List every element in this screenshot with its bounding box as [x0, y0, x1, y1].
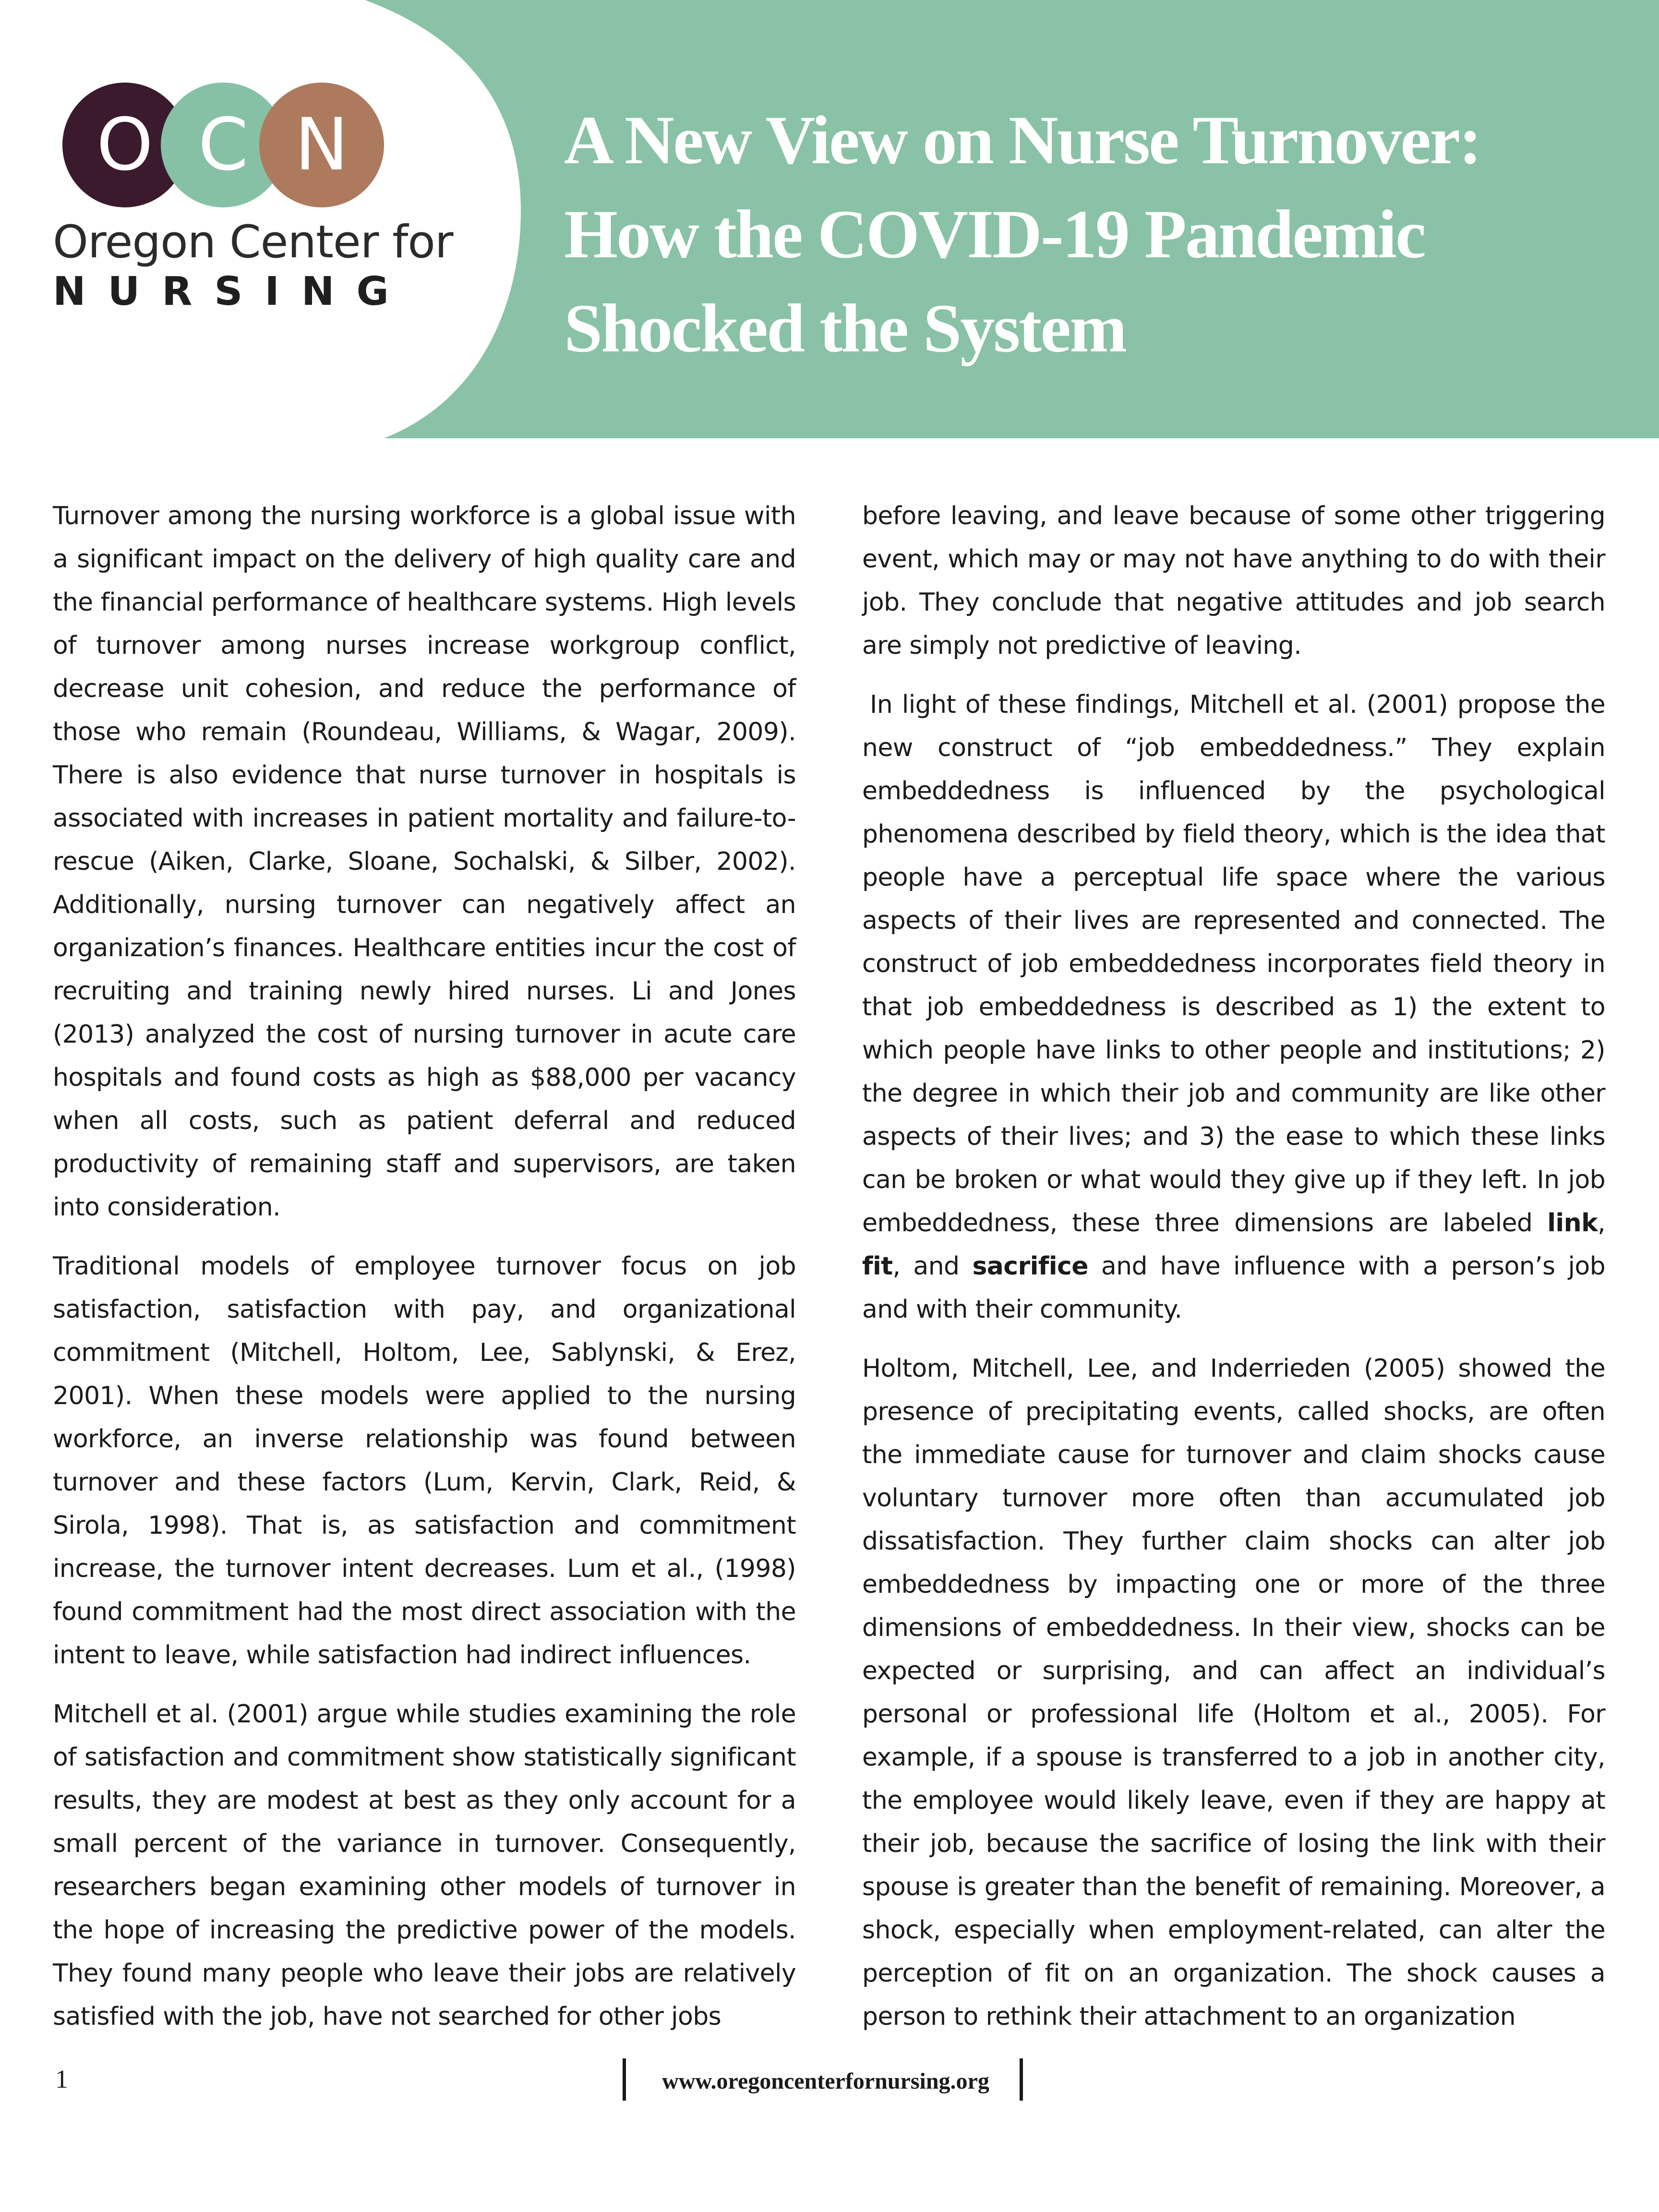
footer-divider-right — [1020, 2058, 1023, 2101]
logo-org-subname: NURSING — [53, 269, 411, 314]
right-paragraph-2 — [862, 683, 1605, 1331]
logo-org-name: Oregon Center for — [53, 216, 453, 268]
title-line-3: Shocked the System — [564, 290, 1126, 367]
paragraph-2-intro: In light of these findings, Mitchell et al. (2001) propose the new construct of “job embeddedness.” They explain embeddedness is influenced by the psychological phenomena described by field theory, which is the idea that people have a perceptual life space where the various aspects of their lives are represented and connected. The construct of job embeddedness incorporates field theory in that job embeddedness is described as 1) the extent to which people have links to other people and institutions; 2) the degree in which their job and community are like other aspects of their lives; and 3) the ease to which these links can be broken or what would they give up if they left. In job embeddedness, these three dimensions are labeled — [862, 690, 1605, 1238]
title-line-2: How the COVID-19 Pandemic — [564, 196, 1425, 273]
left-paragraph-1: Turnover among the nursing workforce is a global issue with a significant impact on the delivery of high quality care and the financial performance of healthcare systems. High levels of turnover among nurses increase workgroup conflict, decrease unit cohesion, and reduce the performance of those who remain (Roundeau, Williams, & Wagar, 2009). There is also evidence that nurse turnover in hospitals is associated with increases in patient mortality and failure-to-rescue (Aiken, Clarke, Sloane, Sochalski, & Silber, 2002). Additionally, nursing turnover can negatively affect an organization’s finances. Healthcare entities incur the cost of recruiting and training newly hired nurses. Li and Jones (2013) analyzed the cost of nursing turnover in acute care hospitals and found costs as high as $88,000 per vacancy when all costs, such as patient deferral and reduced productivity of remaining staff and supervisors, are taken into consideration. — [53, 502, 796, 1222]
term-fit: fit — [862, 1252, 893, 1281]
footer-website-url[interactable]: www.oregoncenterfornursing.org — [662, 2068, 989, 2094]
left-paragraph-3: Mitchell et al. (2001) argue while studies examining the role of satisfaction and commitment show statistically significant results, they are modest at best as they only account for a small percent of the variance in turnover. Consequently, researchers began examining other models of turnover in the hope of increasing the predictive power of the models. They found many people who leave their jobs are relatively satisfied with the job, have not searched for other jobs — [53, 1700, 796, 2031]
logo-circle-n: N — [259, 83, 384, 207]
paragraph-2-end: and have influence with a person’s job and with their community. — [862, 1252, 1605, 1324]
left-paragraph-2: Traditional models of employee turnover focus on job satisfaction, satisfaction with pay, and organizational commitment (Mitchell, Holtom, Lee, Sablynski, & Erez, 2001). When these models were applied to the nursing workforce, an inverse relationship was found between turnover and these factors (Lum, Kervin, Clark, Reid, & Sirola, 1998). That is, as satisfaction and commitment increase, the turnover intent decreases. Lum et al., (1998) found commitment had the most direct association with the intent to leave, while satisfaction had indirect influences. — [53, 1252, 796, 1670]
ocn-logo — [53, 72, 453, 322]
right-paragraph-1: before leaving, and leave because of some other triggering event, which may or may not have anything to do with their job. They conclude that negative attitudes and job search are simply not predictive of leaving. — [862, 502, 1605, 660]
term-link: link — [1547, 1209, 1598, 1238]
separator-1: , — [1598, 1209, 1605, 1238]
right-column — [862, 494, 1605, 2054]
left-column — [53, 494, 796, 2054]
logo-circle-o: O — [62, 83, 187, 207]
page-title — [564, 94, 1620, 376]
separator-2: , and — [892, 1252, 960, 1281]
page-number: 1 — [55, 2065, 68, 2093]
logo-circle-c: C — [161, 83, 286, 207]
right-paragraph-3: Holtom, Mitchell, Lee, and Inderrieden (2005) showed the presence of precipitating events, called shocks, are often the immediate cause for turnover and claim shocks cause voluntary turnover more often than accumulated job dissatisfaction. They further claim shocks can alter job embeddedness by impacting one or more of the three dimensions of embeddedness. In their view, shocks can be expected or surprising, and can affect an individual’s personal or professional life (Holtom et al., 2005). For example, if a spouse is transferred to a job in another city, the employee would likely leave, even if they are happy at their job, because the sacrifice of losing the link with their spouse is greater than the benefit of remaining. Moreover, a shock, especially when employment-related, can alter the perception of fit on an organization. The shock causes a person to rethink their attachment to an organization — [862, 1354, 1605, 2031]
term-sacrifice: sacrifice — [972, 1252, 1088, 1281]
title-line-1: A New View on Nurse Turnover: — [564, 102, 1481, 179]
footer-divider-left — [623, 2058, 626, 2101]
